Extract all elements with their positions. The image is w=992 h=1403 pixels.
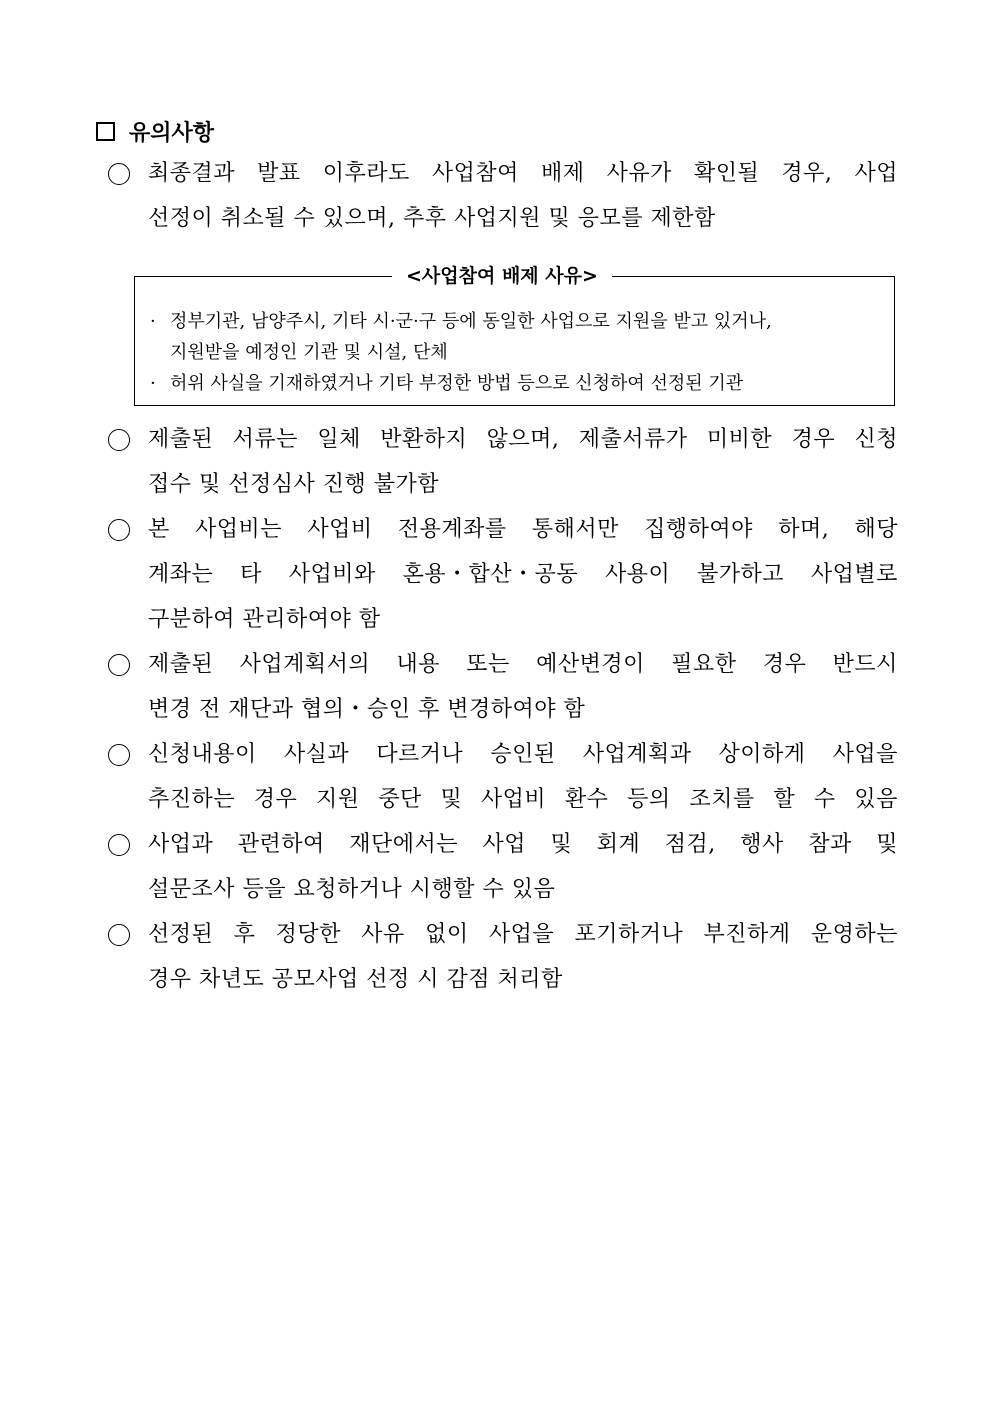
word: 경우, <box>781 161 833 186</box>
word: 중단 <box>378 787 422 812</box>
word: 반드시 <box>832 652 898 677</box>
circle-bullet-icon <box>108 834 130 856</box>
word: 사업계획서의 <box>239 652 371 677</box>
word: 미비한 <box>706 427 773 452</box>
word: 사업비는 <box>195 517 283 542</box>
circle-bullet-icon <box>108 924 130 946</box>
bullet-dot-icon: · <box>150 373 156 394</box>
word: 경우 <box>791 427 836 452</box>
word: 및 <box>876 832 898 857</box>
circle-bullet-icon <box>108 744 130 766</box>
word: 포기하거나 <box>574 922 684 947</box>
word: 발표 <box>257 161 301 186</box>
word: 확인될 <box>694 161 760 186</box>
word: 사업계획과 <box>582 742 692 767</box>
word: 할 <box>773 787 796 812</box>
word: 수 <box>813 787 836 812</box>
item-line <box>148 738 898 772</box>
exclusion-reasons-title: <사업참여 배제 사유> <box>392 262 612 290</box>
word: 참과 <box>808 832 852 857</box>
word: 일체 <box>317 427 361 452</box>
word: 다르거나 <box>376 742 464 767</box>
word: 사유가 <box>606 161 672 186</box>
exclusion-reason <box>150 308 890 336</box>
item-line: 변경 전 재단과 협의・승인 후 변경하여야 함 <box>148 697 586 722</box>
word: 경우 <box>762 652 807 677</box>
item-line: 구분하여 관리하여야 함 <box>148 607 381 632</box>
checkbox-square-icon <box>96 122 115 141</box>
word: 이후라도 <box>322 161 410 186</box>
word: 후 <box>233 922 256 947</box>
item-line <box>148 918 898 952</box>
word: 상이하게 <box>718 742 806 767</box>
word: 없이 <box>425 922 469 947</box>
word: 지원 <box>315 787 360 812</box>
word: 회계 <box>596 832 641 857</box>
word: 사업비 <box>480 787 547 812</box>
word: 계좌는 <box>148 562 214 587</box>
word: 사용이 <box>604 562 671 587</box>
word: 않으며, <box>486 427 560 452</box>
word: 추진하는 <box>148 787 236 812</box>
word: 신청 <box>854 427 898 452</box>
exclusion-reason-text: 허위 사실을 기재하였거나 기타 부정한 방법 등으로 신청하여 선정된 기관 <box>170 373 744 394</box>
word: 관련하여 <box>237 832 325 857</box>
word: 등의 <box>627 787 671 812</box>
word: 필요한 <box>671 652 737 677</box>
item-line <box>148 783 898 817</box>
exclusion-reason <box>150 370 890 398</box>
section-header <box>96 114 214 148</box>
item-line: 선정이 취소될 수 있으며, 추후 사업지원 및 응모를 제한함 <box>148 206 716 231</box>
item-line: 설문조사 등을 요청하거나 시행할 수 있음 <box>148 877 556 902</box>
word: 사업참여 <box>431 161 519 186</box>
word: 하며, <box>778 517 830 542</box>
item-line <box>148 157 898 191</box>
word: 선정된 <box>148 922 214 947</box>
word: 행사 <box>740 832 784 857</box>
section-title: 유의사항 <box>129 120 215 146</box>
word: 사업 <box>482 832 527 857</box>
word: 사업비 <box>307 517 373 542</box>
item-line: 경우 차년도 공모사업 선정 시 감점 처리함 <box>148 967 563 992</box>
word: 경우 <box>253 787 298 812</box>
word: 최종결과 <box>148 161 236 186</box>
word: 사업비와 <box>288 562 376 587</box>
word: 반환하지 <box>380 427 468 452</box>
word: 점검, <box>664 832 716 857</box>
word: 사업 <box>854 161 898 186</box>
word: 예산변경이 <box>536 652 645 677</box>
word: 및 <box>550 832 573 857</box>
bullet-dot-icon: · <box>150 311 156 332</box>
word: 승인된 <box>490 742 556 767</box>
circle-bullet-icon <box>108 654 130 676</box>
word: 신청내용이 <box>148 742 257 767</box>
word: 내용 <box>396 652 440 677</box>
word: 사유 <box>361 922 405 947</box>
word: 사업을 <box>832 742 898 767</box>
word: 있음 <box>854 787 898 812</box>
exclusion-reason-continued: 지원받을 예정인 기관 및 시설, 단체 <box>170 342 448 363</box>
word: 해당 <box>854 517 898 542</box>
word: 배제 <box>541 161 585 186</box>
word: 제출된 <box>148 652 214 677</box>
word: 환수 <box>564 787 609 812</box>
word: 및 <box>440 787 463 812</box>
word: 전용계좌를 <box>397 517 507 542</box>
word: 본 <box>148 517 170 542</box>
circle-bullet-icon <box>108 429 130 451</box>
circle-bullet-icon <box>108 163 130 185</box>
word: 사업별로 <box>810 562 898 587</box>
item-line <box>148 828 898 862</box>
word: 운영하는 <box>810 922 898 947</box>
word: 부진하게 <box>703 922 791 947</box>
word: 제출서류가 <box>578 427 688 452</box>
word: 조치를 <box>689 787 755 812</box>
word: 사업을 <box>488 922 555 947</box>
word: 혼용・합산・공동 <box>402 562 579 587</box>
exclusion-reason-text: 정부기관, 남양주시, 기타 시·군·구 등에 동일한 사업으로 지원을 받고 있거나, <box>170 311 772 332</box>
word: 통해서만 <box>531 517 619 542</box>
circle-bullet-icon <box>108 519 130 541</box>
item-line: 접수 및 선정심사 진행 불가함 <box>148 472 439 497</box>
word: 불가하고 <box>697 562 785 587</box>
word: 서류는 <box>232 427 298 452</box>
word: 타 <box>240 562 262 587</box>
item-line <box>148 513 898 547</box>
word: 재단에서는 <box>349 832 459 857</box>
word: 제출된 <box>148 427 214 452</box>
word: 사업과 <box>148 832 214 857</box>
word: 또는 <box>466 652 510 677</box>
item-line <box>148 558 898 592</box>
item-line <box>148 648 898 682</box>
word: 사실과 <box>283 742 350 767</box>
word: 정당한 <box>275 922 341 947</box>
item-line <box>148 423 898 457</box>
word: 집행하여야 <box>644 517 753 542</box>
